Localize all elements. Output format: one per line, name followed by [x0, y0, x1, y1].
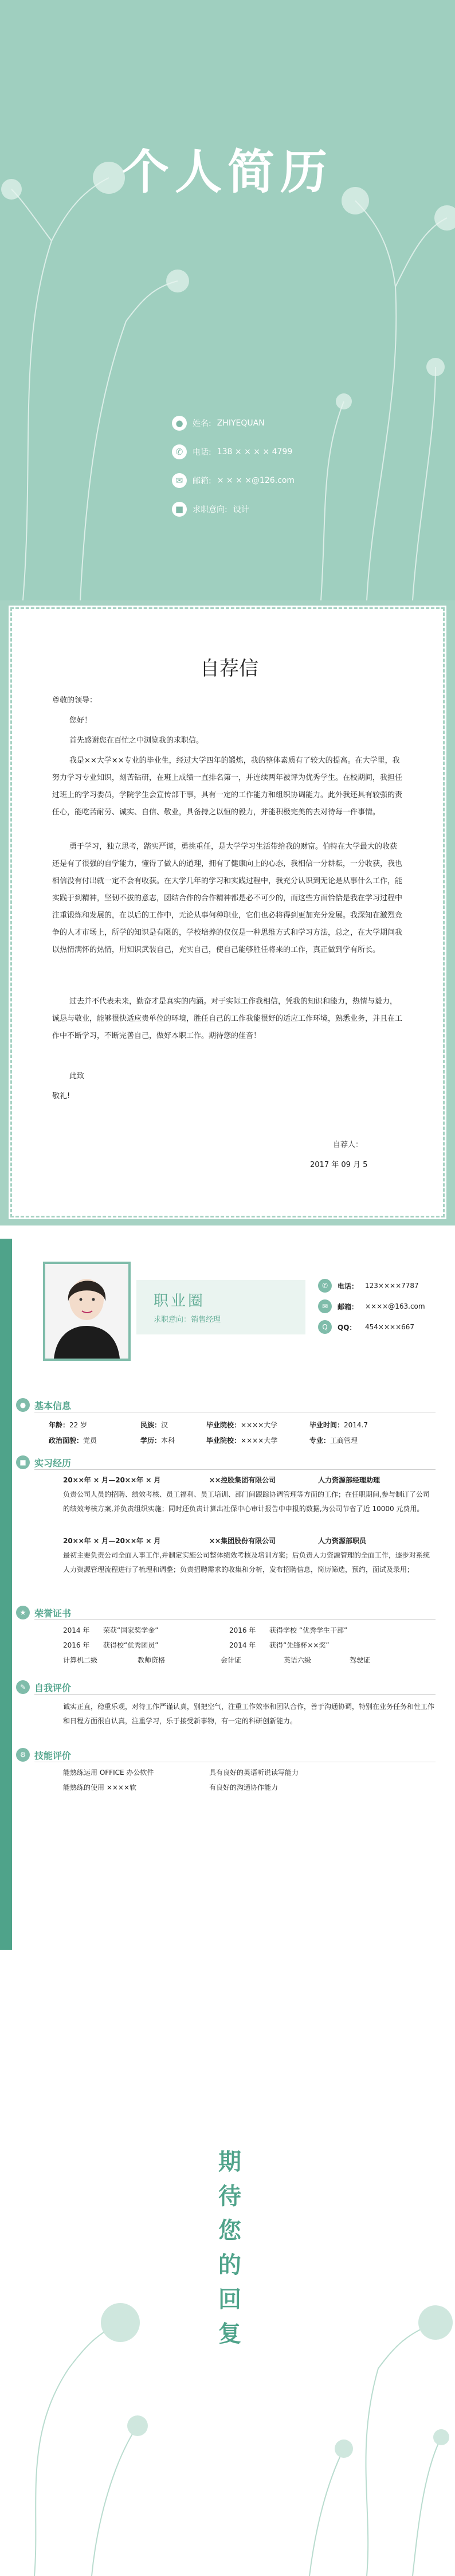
user-icon: ● [16, 1398, 30, 1412]
info-label: 电话: [193, 448, 211, 457]
email-icon: ✉ [172, 473, 187, 488]
letter-paragraph: 过去并不代表未来，勤奋才是真实的内涵。对于实际工作我相信，凭我的知识和能力，热情与毅力，诚恳与敬业，能够很快适应贵单位的环境，胜任自己的工作我能很好的适应工作环境，熟悉业务，并且在工作中不断学习，不断完善自己，做好本职工作。期待您的佳音！ [52, 997, 403, 1040]
gear-icon: ⚙ [16, 1748, 30, 1762]
section-skills [16, 1748, 71, 1762]
resume-name: 职业圈 [154, 1293, 206, 1310]
info-label: 求职意向: [193, 505, 227, 514]
job-company: ××控股集团有限公司 [209, 1476, 276, 1484]
divider [34, 1619, 436, 1620]
section-title: 技能评价 [34, 1750, 72, 1761]
section-internship [16, 1455, 71, 1469]
job-desc: 负责公司人员的招聘、绩效考核、员工福利、员工培训、部门间跟踪协调管理等方面的工作；在任职期间,参与制订了公司的绩效考核方案,并负责组织实施；同时还负责计算出社保中心审计报告中申报的数据,为公司节省了近 10000 元费用。 [63, 1490, 430, 1513]
skill-item: 能熟练的使用 ××××软 [63, 1783, 137, 1792]
letter-greeting: 您好！ [69, 716, 92, 725]
skill-item: 有良好的沟通协作能力 [209, 1783, 279, 1792]
info-value: 设计 [233, 505, 249, 514]
cert-item: 英语六级 [284, 1656, 312, 1664]
letter-paper [10, 607, 445, 1217]
info-value: 138 × × × × 4799 [217, 447, 293, 456]
award-item: 荣获“国家奖学金” [103, 1626, 159, 1634]
info-label: 邮箱: [193, 477, 211, 486]
contact-email [318, 1299, 425, 1313]
phone-icon: ✆ [172, 444, 187, 459]
avatar [43, 1262, 131, 1361]
letter-paragraph: 我是××大学××专业的毕业生，经过大学四年的锻炼，我的整体素质有了较大的提高。在大学里，我努力学习专业知识，刻苦钻研，在班上成绩一直排名第一，并连续两年被评为优秀学生。在校期间，我担任过班上的学习委员，学院学生会宣传部干事，具有一定的工作能力和组织协调能力。此外我还具有较强的责任心，能吃苦耐劳、诚实、自信、敬业，具备持之以恒的毅力，并能积极完美的去对待每一件事情。 [52, 756, 403, 817]
divider [34, 1694, 436, 1695]
contact-value: ××××@163.com [365, 1302, 425, 1310]
job-period: 20××年 × 月—20××年 × 月 [63, 1537, 161, 1545]
resume-section [0, 1239, 455, 1984]
letter-closing: 敬礼! [52, 1092, 70, 1100]
thanks-section [0, 2013, 455, 2576]
section-awards [16, 1606, 71, 1619]
section-title: 荣誉证书 [34, 1607, 72, 1619]
divider [34, 1469, 436, 1470]
contact-value: 123××××7787 [365, 1282, 419, 1290]
skill-item: 能熟练运用 OFFICE 办公软件 [63, 1769, 154, 1777]
letter-title: 自荐信 [200, 657, 258, 680]
section-title: 自我评价 [34, 1682, 72, 1693]
phone-icon: ✆ [318, 1279, 332, 1293]
award-item: 获得“先锋杯××奖” [269, 1641, 330, 1649]
award-icon: ★ [16, 1606, 30, 1619]
info-label: 姓名: [193, 419, 211, 428]
cert-item: 会计证 [221, 1656, 242, 1664]
info-value: ZHIYEQUAN [217, 419, 265, 428]
award-item: 2016 年 [229, 1626, 256, 1634]
award-item: 2014 年 [63, 1626, 90, 1634]
info-value: × × × ×@126.com [217, 476, 295, 485]
field: 年龄：22 岁 [49, 1421, 88, 1429]
contact-label: 电话： [338, 1282, 359, 1290]
briefcase-icon: ■ [172, 502, 187, 517]
accent-bar [0, 1239, 12, 1950]
briefcase-icon: ■ [16, 1455, 30, 1469]
field: 政治面貌：党员 [49, 1437, 97, 1445]
cert-item: 计算机二级 [63, 1656, 98, 1664]
award-item: 2016 年 [63, 1641, 90, 1649]
field: 毕业时间：2014.7 [309, 1421, 368, 1429]
job-role: 人力资源部经理助理 [318, 1476, 381, 1484]
skill-item: 具有良好的英语听说读写能力 [209, 1769, 299, 1777]
field: 毕业院校：××××大学 [206, 1437, 278, 1445]
contact-label: 邮箱： [338, 1302, 359, 1311]
section-title: 实习经历 [34, 1457, 72, 1469]
letter-paragraph: 勇于学习，独立思考，踏实严谨，勇挑重任，是大学学习生活带给我的财富。伯特在大学最大的收获还是有了很强的自学能力，懂得了做人的道理，拥有了健康向上的心态，我相信一分耕耘，一分收获，我也相信没有付出就一定不会有收获。在大学几年的学习和实践过程中，我充分认识到无论是从事什么工作，能实践于到精神，坚韧不拔的意志，团结合作的合作精神都是必不可少的，而这些方面恰恰是我在学习过程中注重锻炼和发展的，在以后的工作中，无论从事何种职业，它们也必将得到更加充分发展。我深知在激烈竞争的人才市场上，所学的知识是有限的，学校培养的仅仅是一种思维方式和学习方法，总之，在大学期间我以热情满怀的热情，用知识武装自己，充实自己，使自己能够胜任将来的工作，真正做到学有所长。 [52, 842, 403, 954]
info-row-email [172, 470, 300, 491]
email-icon: ✉ [318, 1299, 332, 1313]
award-item: 获得校“优秀团员” [103, 1641, 159, 1649]
qq-icon: Q [318, 1320, 332, 1334]
job-desc: 最初主要负责公司全面人事工作,并制定实施公司整体绩效考核及培训方案；后负责人力资源管理的全面工作，逐步对系统人力资源管理流程进行了梳理和调整；负责招聘需求的收集和分析，发布招聘信息，简历筛选，预约，面试及录用； [63, 1551, 430, 1574]
letter-date: 2017 年 09 月 5 [310, 1161, 368, 1169]
contact-value: 454××××667 [365, 1323, 415, 1331]
cert-item: 教师资格 [138, 1656, 166, 1664]
section-title: 基本信息 [34, 1400, 72, 1411]
section-self [16, 1680, 71, 1694]
letter-closing: 此致 [69, 1072, 85, 1080]
letter-salutation: 尊敬的领导： [52, 696, 97, 705]
job-role: 人力资源部职员 [318, 1537, 367, 1545]
cover-title: 个人简历 [121, 145, 333, 200]
letter-section [0, 600, 455, 1225]
section-basic [16, 1398, 71, 1412]
info-row-intent [172, 499, 255, 520]
contact-qq [318, 1320, 414, 1334]
cover-section [0, 0, 455, 600]
chat-icon: ✎ [16, 1680, 30, 1694]
field: 民族：汉 [140, 1421, 168, 1429]
info-row-phone [172, 442, 298, 462]
award-item: 2014 年 [229, 1641, 256, 1649]
contact-phone [318, 1279, 419, 1293]
name-box [136, 1280, 305, 1334]
cert-item: 驾驶证 [350, 1656, 371, 1664]
job-company: ××集团股份有限公司 [209, 1537, 276, 1545]
job-period: 20××年 × 月—20××年 × 月 [63, 1476, 161, 1484]
letter-signer: 自荐人： [333, 1141, 363, 1149]
field: 专业：工商管理 [309, 1437, 358, 1445]
job-intent: 求职意向：销售经理 [154, 1316, 221, 1324]
info-row-name [172, 413, 270, 434]
user-icon: ● [172, 416, 187, 431]
letter-paragraph: 首先感谢您在百忙之中浏览我的求职信。 [69, 736, 204, 745]
self-eval-text: 诚实正直，稳重乐观，对待工作严谨认真，别把空气，注重工作效率和团队合作，善于沟通协调，特别在业务任务和性工作和日程方面很自认真，注重学习，乐于接受新事物，有一定的科研创新能力。 [63, 1703, 435, 1725]
thanks-text: 期待您的回复 [218, 2149, 241, 2347]
contact-label: QQ： [338, 1323, 356, 1332]
field: 学历：本科 [140, 1437, 175, 1445]
award-item: 获得学校 “优秀学生干部” [269, 1626, 348, 1634]
field: 毕业院校：××××大学 [206, 1421, 278, 1429]
